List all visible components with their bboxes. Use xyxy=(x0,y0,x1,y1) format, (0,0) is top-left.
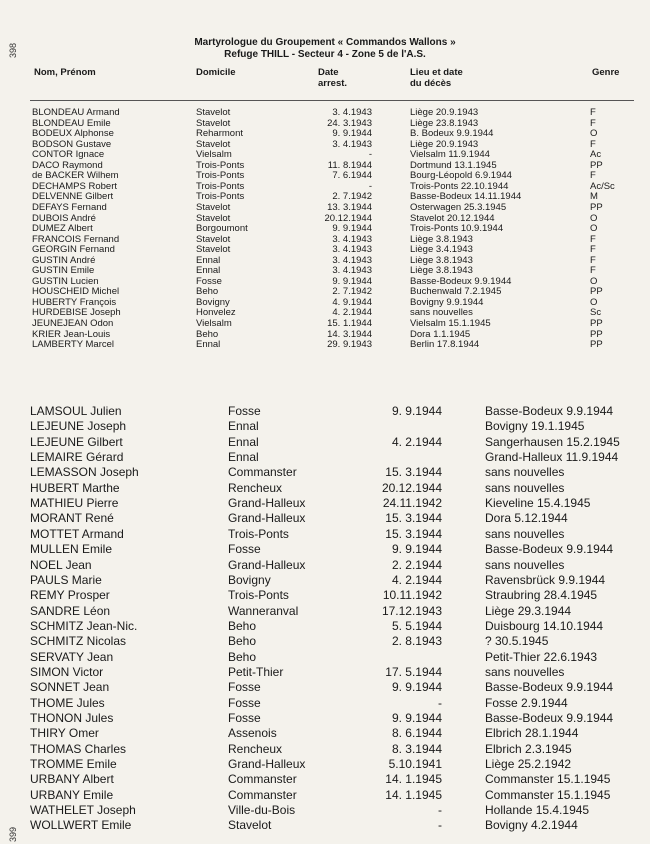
column-header-domicile: Domicile xyxy=(196,67,236,78)
cell-place: Liège 3.4.1943 xyxy=(410,244,473,256)
cell-date: 2. 8.1943 xyxy=(391,634,442,649)
cell-dom: Trois-Ponts xyxy=(196,191,245,203)
table-row xyxy=(0,511,650,526)
cell-name: URBANY Albert xyxy=(30,772,114,787)
cell-name: LAMBERTY Marcel xyxy=(32,339,115,351)
cell-name: HUBERT Marthe xyxy=(30,480,120,495)
table-row xyxy=(0,404,650,419)
table-row xyxy=(0,818,650,833)
column-header-date-line1: Date xyxy=(318,67,339,78)
table-row xyxy=(0,742,650,757)
table-row xyxy=(0,542,650,557)
cell-dom: Fosse xyxy=(228,680,261,695)
cell-dom: Trois-Ponts xyxy=(196,180,245,192)
cell-place: Liège 23.8.1943 xyxy=(410,117,479,129)
cell-dom: Vielsalm xyxy=(196,318,232,329)
cell-dom: Grand-Halleux xyxy=(228,757,306,772)
cell-genre: O xyxy=(590,128,598,140)
cell-place: Vielsalm 11.9.1944 xyxy=(410,149,490,161)
cell-dom: Grand-Halleux xyxy=(228,511,306,526)
cell-name: HOUSCHEID Michel xyxy=(32,286,120,298)
cell-place: Liège 29.3.1944 xyxy=(485,603,572,618)
cell-place: Commanster 15.1.1945 xyxy=(485,772,611,787)
cell-name: DELVENNE Gilbert xyxy=(32,191,114,203)
cell-name: BLONDEAU Emile xyxy=(32,117,111,129)
cell-date: 9. 9.1944 xyxy=(332,275,372,287)
cell-dom: Ennal xyxy=(228,434,259,449)
cell-dom: Fosse xyxy=(228,695,261,710)
table-row xyxy=(0,634,650,649)
cell-place: Basse-Bodeux 9.9.1944 xyxy=(485,404,614,418)
cell-place: Dora 1.1.1945 xyxy=(410,328,471,340)
cell-name: REMY Prosper xyxy=(30,588,110,603)
cell-place: Trois-Ponts 10.9.1944 xyxy=(410,223,504,235)
cell-name: LEJEUNE Gilbert xyxy=(30,434,123,449)
cell-name: SANDRE Léon xyxy=(30,603,111,618)
cell-name: URBANY Emile xyxy=(30,787,114,802)
cell-date: 24.11.1942 xyxy=(382,496,442,511)
cell-place: Grand-Halleux 11.9.1944 xyxy=(485,450,619,465)
cell-dom: Commanster xyxy=(228,772,297,787)
table-row xyxy=(0,696,650,711)
cell-dom: Grand-Halleux xyxy=(228,557,306,572)
cell-genre: O xyxy=(590,223,598,235)
cell-dom: Trois-Ponts xyxy=(228,588,289,603)
table-row xyxy=(0,726,650,741)
cell-name: DUBOIS André xyxy=(32,212,96,224)
cell-name: MATHIEU Pierre xyxy=(30,496,119,511)
table-row xyxy=(0,788,650,803)
cell-name: SONNET Jean xyxy=(30,680,110,695)
cell-place: sans nouvelles xyxy=(485,664,565,679)
cell-name: TROMME Emile xyxy=(30,757,117,772)
cell-date: 3. 4.1943 xyxy=(332,244,372,256)
column-header-place-line1: Lieu et date xyxy=(410,67,463,78)
cell-genre: O xyxy=(590,275,598,287)
cell-dom: Fosse xyxy=(196,275,222,287)
cell-name: LEJEUNE Joseph xyxy=(30,419,127,434)
cell-dom: Reharmont xyxy=(196,128,243,140)
cell-place: Basse-Bodeux 9.9.1944 xyxy=(485,711,614,725)
cell-name: BLONDEAU Armand xyxy=(32,107,120,118)
cell-name: SCHMITZ Jean-Nic. xyxy=(30,618,138,633)
cell-name: LEMAIRE Gérard xyxy=(30,450,124,465)
cell-dom: Stavelot xyxy=(196,244,231,256)
column-header-name: Nom, Prénom xyxy=(34,67,96,78)
cell-name: DUMEZ Albert xyxy=(32,223,93,235)
cell-dom: Ennal xyxy=(196,254,221,266)
table-row xyxy=(0,214,650,225)
table-row xyxy=(0,711,650,726)
cell-date: 14. 3.1944 xyxy=(327,328,372,340)
cell-genre: PP xyxy=(590,286,603,298)
table-row xyxy=(0,573,650,588)
cell-dom: Stavelot xyxy=(196,138,231,150)
table-row xyxy=(0,419,650,434)
cell-dom: Beho xyxy=(196,328,219,340)
cell-dom: Beho xyxy=(228,618,257,633)
cell-place: Liège 3.8.1943 xyxy=(410,233,473,245)
column-header-date-line2: arrest. xyxy=(318,78,348,89)
cell-date: 5.10.1941 xyxy=(388,757,442,772)
cell-date: - xyxy=(438,818,442,833)
cell-name: NOEL Jean xyxy=(30,557,92,572)
cell-genre: PP xyxy=(590,201,603,213)
cell-name: de BACKER Wilhem xyxy=(32,170,119,182)
cell-date: 5. 5.1944 xyxy=(391,618,442,633)
cell-dom: Beho xyxy=(228,649,257,664)
cell-date: 11. 8.1944 xyxy=(327,159,372,171)
cell-place: Dora 5.12.1944 xyxy=(485,511,568,526)
table-row xyxy=(0,319,650,330)
table-row xyxy=(0,757,650,772)
cell-name: DEFAYS Fernand xyxy=(32,201,107,213)
cell-dom: Borgoumont xyxy=(196,223,248,235)
cell-date: 3. 4.1943 xyxy=(332,233,372,245)
table-row xyxy=(0,558,650,573)
cell-genre: O xyxy=(590,212,598,224)
cell-name: MORANT René xyxy=(30,511,114,526)
cell-date: 17. 5.1944 xyxy=(385,664,442,679)
table-row xyxy=(0,496,650,511)
cell-name: THOME Jules xyxy=(30,695,105,710)
table-row xyxy=(0,588,650,603)
table-row xyxy=(0,680,650,695)
cell-name: HUBERTY François xyxy=(32,296,117,308)
cell-date: 15. 1.1944 xyxy=(327,318,372,329)
cell-dom: Ennal xyxy=(196,339,221,351)
cell-place: Basse-Bodeux 14.11.1944 xyxy=(410,191,522,203)
cell-place: Commanster 15.1.1945 xyxy=(485,787,611,802)
cell-date: 3. 4.1943 xyxy=(332,107,372,118)
cell-genre: PP xyxy=(590,328,603,340)
cell-dom: Commanster xyxy=(228,465,297,480)
cell-place: Dortmund 13.1.1945 xyxy=(410,159,497,171)
cell-name: SERVATY Jean xyxy=(30,649,114,664)
table-row xyxy=(0,665,650,680)
cell-genre: PP xyxy=(590,339,603,351)
table-row xyxy=(0,256,650,267)
cell-name: HURDEBISE Joseph xyxy=(32,307,121,319)
cell-dom: Ville-du-Bois xyxy=(228,803,296,818)
cell-name: DACO Raymond xyxy=(32,159,103,171)
cell-date: 20.12.1944 xyxy=(381,480,442,495)
cell-date: 24. 3.1943 xyxy=(327,117,372,129)
table-row xyxy=(0,803,650,818)
cell-date: 3. 4.1943 xyxy=(332,254,372,266)
cell-date: 4. 2.1944 xyxy=(332,307,372,319)
cell-date: 9. 9.1944 xyxy=(391,680,442,695)
cell-place: Sangerhausen 15.2.1945 xyxy=(485,434,620,449)
cell-date: 14. 1.1945 xyxy=(385,772,442,787)
table-row xyxy=(0,465,650,480)
cell-genre: PP xyxy=(590,159,603,171)
cell-dom: Bovigny xyxy=(228,572,271,587)
cell-dom: Ennal xyxy=(228,450,259,465)
cell-place: Basse-Bodeux 9.9.1944 xyxy=(410,275,512,287)
cell-name: WOLLWERT Emile xyxy=(30,818,132,833)
table-row xyxy=(0,435,650,450)
cell-dom: Stavelot xyxy=(196,212,231,224)
column-header-date xyxy=(318,67,347,89)
cell-date: 14. 1.1945 xyxy=(385,787,442,802)
cell-dom: Beho xyxy=(196,286,219,298)
cell-place: Bovigny 9.9.1944 xyxy=(410,296,484,308)
cell-date: 3. 4.1943 xyxy=(332,138,372,150)
cell-dom: Trois-Ponts xyxy=(196,170,245,182)
cell-dom: Trois-Ponts xyxy=(228,526,289,541)
cell-dom: Petit-Thier xyxy=(228,664,284,679)
cell-date: - xyxy=(368,149,372,161)
table-row xyxy=(0,650,650,665)
cell-genre: F xyxy=(590,117,596,129)
cell-name: BODEUX Alphonse xyxy=(32,128,114,140)
cell-date: 29. 9.1943 xyxy=(327,339,372,351)
cell-name: BODSON Gustave xyxy=(32,138,112,150)
cell-place: sans nouvelles xyxy=(485,465,565,480)
cell-place: Elbrich 28.1.1944 xyxy=(485,726,579,741)
cell-date: 2. 7.1942 xyxy=(332,191,372,203)
cell-place: Trois-Ponts 22.10.1944 xyxy=(410,180,509,192)
cell-dom: Honvelez xyxy=(196,307,236,319)
cell-date: 2. 2.1944 xyxy=(391,557,442,572)
cell-genre: Ac xyxy=(590,149,602,161)
cell-name: MULLEN Emile xyxy=(30,542,113,557)
cell-date: 15. 3.1944 xyxy=(385,526,442,541)
cell-genre: F xyxy=(590,138,596,150)
cell-place: Buchenwald 7.2.1945 xyxy=(410,286,502,298)
cell-dom: Rencheux xyxy=(228,741,283,756)
cell-place: sans nouvelles xyxy=(410,307,473,319)
cell-place: Duisbourg 14.10.1944 xyxy=(485,618,604,633)
cell-place: sans nouvelles xyxy=(485,480,565,495)
cell-dom: Fosse xyxy=(228,404,261,418)
cell-place: Vielsalm 15.1.1945 xyxy=(410,318,491,329)
cell-place: Petit-Thier 22.6.1943 xyxy=(485,649,598,664)
cell-date: 4. 9.1944 xyxy=(332,296,372,308)
cell-name: THOMAS Charles xyxy=(30,741,127,756)
cell-place: Fosse 2.9.1944 xyxy=(485,695,568,710)
cell-dom: Stavelot xyxy=(196,107,231,118)
cell-name: JEUNEJEAN Odon xyxy=(32,318,114,329)
cell-date: 9. 9.1944 xyxy=(391,542,442,557)
cell-place: Liège 20.9.1943 xyxy=(410,138,479,150)
cell-genre: Ac/Sc xyxy=(590,180,615,192)
cell-place: Hollande 15.4.1945 xyxy=(485,803,590,818)
cell-dom: Assenois xyxy=(228,726,277,741)
cell-place: Stavelot 20.12.1944 xyxy=(410,212,495,224)
cell-date: 8. 6.1944 xyxy=(391,726,442,741)
cell-date: 7. 6.1944 xyxy=(332,170,372,182)
table-row xyxy=(0,604,650,619)
cell-name: LAMSOUL Julien xyxy=(30,404,122,418)
cell-place: sans nouvelles xyxy=(485,526,565,541)
column-header-place xyxy=(410,67,463,89)
cell-dom: Stavelot xyxy=(196,201,231,213)
cell-place: Liège 3.8.1943 xyxy=(410,254,473,266)
cell-date: 9. 9.1944 xyxy=(332,128,372,140)
cell-name: PAULS Marie xyxy=(30,572,102,587)
cell-place: Liège 3.8.1943 xyxy=(410,265,473,277)
cell-date: 17.12.1943 xyxy=(381,603,442,618)
cell-dom: Fosse xyxy=(228,542,261,557)
cell-dom: Vielsalm xyxy=(196,149,232,161)
cell-name: THONON Jules xyxy=(30,711,114,725)
table-row xyxy=(0,619,650,634)
cell-date: 10.11.1942 xyxy=(382,588,442,603)
cell-genre: PP xyxy=(590,318,603,329)
cell-date: 15. 3.1944 xyxy=(385,511,442,526)
cell-date: 9. 9.1944 xyxy=(332,223,372,235)
cell-name: KRIER Jean-Louis xyxy=(32,328,111,340)
cell-name: FRANCOIS Fernand xyxy=(32,233,120,245)
cell-dom: Ennal xyxy=(228,419,259,434)
cell-date: - xyxy=(438,695,442,710)
cell-place: Basse-Bodeux 9.9.1944 xyxy=(485,542,614,557)
cell-dom: Stavelot xyxy=(228,818,272,833)
cell-dom: Ennal xyxy=(196,265,221,277)
cell-date: - xyxy=(438,803,442,818)
cell-place: Basse-Bodeux 9.9.1944 xyxy=(485,680,614,695)
cell-place: Bourg-Léopold 6.9.1944 xyxy=(410,170,512,182)
table-row xyxy=(0,108,650,119)
cell-place: Kieveline 15.4.1945 xyxy=(485,496,591,511)
cell-name: SIMON Victor xyxy=(30,664,104,679)
cell-dom: Fosse xyxy=(228,711,261,725)
cell-genre: F xyxy=(590,254,596,266)
cell-dom: Commanster xyxy=(228,787,297,802)
cell-genre: F xyxy=(590,170,596,182)
cell-place: ? 30.5.1945 xyxy=(485,634,549,649)
cell-name: DECHAMPS Robert xyxy=(32,180,117,192)
cell-place: Elbrich 2.3.1945 xyxy=(485,741,572,756)
cell-date: 3. 4.1943 xyxy=(332,265,372,277)
document-title: Martyrologue du Groupement « Commandos Wallons » xyxy=(194,37,456,48)
cell-genre: F xyxy=(590,233,596,245)
cell-name: THIRY Omer xyxy=(30,726,99,741)
cell-date: 9. 9.1944 xyxy=(391,404,442,418)
cell-genre: Sc xyxy=(590,307,602,319)
cell-dom: Bovigny xyxy=(196,296,230,308)
cell-name: GEORGIN Fernand xyxy=(32,244,115,256)
cell-genre: O xyxy=(590,296,598,308)
cell-place: sans nouvelles xyxy=(485,557,565,572)
cell-name: MOTTET Armand xyxy=(30,526,124,541)
cell-place: Bovigny 4.2.1944 xyxy=(485,818,578,833)
page-number-top: 398 xyxy=(8,42,18,58)
cell-date: 4. 2.1944 xyxy=(391,434,442,449)
cell-name: GUSTIN Emile xyxy=(32,265,95,277)
cell-name: LEMASSON Joseph xyxy=(30,465,139,480)
cell-place: Berlin 17.8.1944 xyxy=(410,339,480,351)
cell-name: WATHELET Joseph xyxy=(30,803,136,818)
cell-place: Liège 25.2.1942 xyxy=(485,757,572,772)
cell-place: Osterwagen 25.3.1945 xyxy=(410,201,507,213)
cell-dom: Grand-Halleux xyxy=(228,496,306,511)
table-row xyxy=(0,481,650,496)
cell-date: 2. 7.1942 xyxy=(332,286,372,298)
table-row xyxy=(0,772,650,787)
cell-place: B. Bodeux 9.9.1944 xyxy=(410,128,494,140)
column-header-place-line2: du décès xyxy=(410,78,452,89)
cell-date: 20.12.1944 xyxy=(324,212,372,224)
cell-date: 4. 2.1944 xyxy=(391,572,442,587)
cell-genre: F xyxy=(590,107,596,118)
table-row xyxy=(0,203,650,214)
cell-name: SCHMITZ Nicolas xyxy=(30,634,127,649)
cell-date: - xyxy=(368,180,372,192)
table-row xyxy=(0,450,650,465)
cell-date: 15. 3.1944 xyxy=(385,465,442,480)
cell-date: 9. 9.1944 xyxy=(391,711,442,725)
cell-place: Ravensbrück 9.9.1944 xyxy=(485,572,606,587)
table-row xyxy=(0,527,650,542)
header-rule xyxy=(30,100,634,101)
cell-place: Bovigny 19.1.1945 xyxy=(485,419,585,434)
page-number-bottom: 399 xyxy=(8,826,18,842)
cell-genre: F xyxy=(590,244,596,256)
document-subtitle: Refuge THILL - Secteur 4 - Zone 5 de l'A.S. xyxy=(224,49,426,60)
cell-genre: F xyxy=(590,265,596,277)
cell-name: GUSTIN André xyxy=(32,254,96,266)
cell-dom: Beho xyxy=(228,634,257,649)
cell-dom: Rencheux xyxy=(228,480,283,495)
cell-date: 8. 3.1944 xyxy=(391,741,442,756)
cell-name: CONTOR Ignace xyxy=(32,149,105,161)
cell-dom: Stavelot xyxy=(196,233,231,245)
cell-genre: M xyxy=(590,191,598,203)
column-header-genre: Genre xyxy=(592,67,620,78)
cell-place: Straubring 28.4.1945 xyxy=(485,588,598,603)
cell-name: GUSTIN Lucien xyxy=(32,275,99,287)
cell-place: Liège 20.9.1943 xyxy=(410,107,479,118)
cell-dom: Stavelot xyxy=(196,117,231,129)
table-row xyxy=(0,245,650,256)
cell-dom: Trois-Ponts xyxy=(196,159,245,171)
table-row xyxy=(0,340,650,351)
cell-dom: Wanneranval xyxy=(228,603,299,618)
cell-date: 13. 3.1944 xyxy=(327,201,372,213)
